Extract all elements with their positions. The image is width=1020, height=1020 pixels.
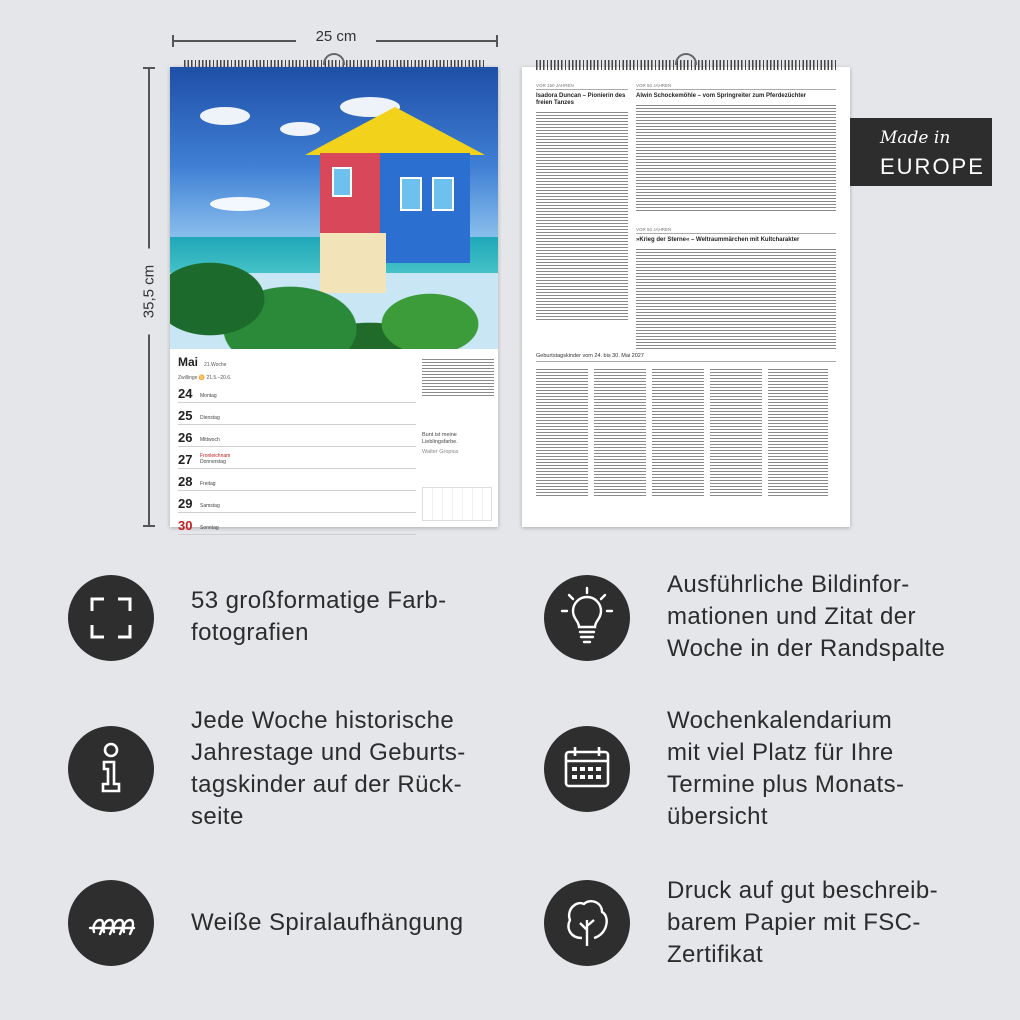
day-row[interactable] [178, 403, 416, 425]
weekday-name: Samstag [200, 503, 220, 509]
badge-line1: Made in [880, 128, 951, 148]
calendar-back-page [522, 67, 850, 527]
day-number: 26 [178, 430, 193, 445]
feature-spiral-text: Weiße Spiralaufhängung [191, 909, 464, 936]
day-row[interactable] [178, 381, 416, 403]
day-row[interactable] [178, 447, 416, 469]
day-number: 25 [178, 408, 193, 423]
day-row[interactable] [178, 469, 416, 491]
quote-text: Bunt ist meine Lieblingsfarbe. [422, 432, 458, 446]
week-number: 21.Woche [204, 362, 227, 368]
month-name: Mai [178, 355, 199, 369]
day-number: 27 [178, 452, 193, 467]
weekday-name: Dienstag [200, 415, 220, 421]
calendar-front-page [170, 67, 498, 533]
holiday-label: Fronleichnam [200, 453, 231, 459]
feature-photos-text: 53 großformatige Farb- fotografien [191, 587, 447, 646]
height-dimension-label: 35,5 cm [141, 249, 158, 335]
hanger-hook [323, 53, 345, 65]
week-calendar [178, 355, 416, 535]
day-number: 29 [178, 496, 193, 511]
info-icon [68, 726, 154, 812]
feature-info-text: Ausführliche Bildinfor- mationen und Zitat der Woche in der Randspalte [667, 571, 946, 662]
beach-house-photo [170, 67, 498, 349]
weekday-name: Freitag [200, 481, 216, 487]
lightbulb-icon [544, 575, 630, 661]
article-star-wars: VOR 50 JAHREN »Krieg der Sterne« – Weltraummärchen mit Kultcharakter [636, 227, 836, 349]
calendar-icon [544, 726, 630, 812]
day-number: 28 [178, 474, 193, 489]
day-number: 30 [178, 518, 193, 533]
article-isadora-duncan: VOR 150 JAHREN Isadora Duncan – Pionierin des freien Tanzes [536, 83, 628, 322]
feature-history-text: Jede Woche historische Jahrestage und Geburts- tagskinder auf der Rück- seite [191, 707, 466, 830]
day-row[interactable] [178, 491, 416, 513]
quote-author: Walter Gropius [422, 449, 459, 456]
zodiac-sign: Zwillinge ♊ 21.5.–20.6. [178, 375, 232, 381]
tree-icon [544, 880, 630, 966]
frame-corners-icon [68, 575, 154, 661]
article-schockemoehle: VOR 50 JAHREN Alwin Schockemöhle – vom Springreiter zum Pferdezüchter [636, 83, 836, 213]
quote-of-week [422, 432, 492, 456]
weekday-name: Donnerstag [200, 459, 226, 465]
weekday-name: Sonntag [200, 525, 219, 531]
hanger-hook [675, 53, 697, 65]
day-number: 24 [178, 386, 193, 401]
day-row[interactable] [178, 513, 416, 535]
birthdays-heading: Geburtstagskinder vom 24. bis 30. Mai 2027 [536, 353, 836, 362]
weekday-name: Montag [200, 393, 217, 399]
day-list [178, 381, 416, 535]
width-dimension-label: 25 cm [296, 28, 376, 45]
spiral-binding-icon [68, 880, 154, 966]
feature-calendar-text: Wochenkalendarium mit viel Platz für Ihre Termine plus Monats- übersicht [667, 707, 905, 830]
weekday-name: Mittwoch [200, 437, 220, 443]
image-description [422, 357, 494, 397]
badge-line2: EUROPE [880, 154, 985, 179]
made-in-europe-badge [850, 118, 992, 186]
feature-paper-text: Druck auf gut beschreib- barem Papier mit FSC- Zertifikat [667, 877, 939, 968]
day-row[interactable] [178, 425, 416, 447]
month-overview [422, 487, 492, 521]
